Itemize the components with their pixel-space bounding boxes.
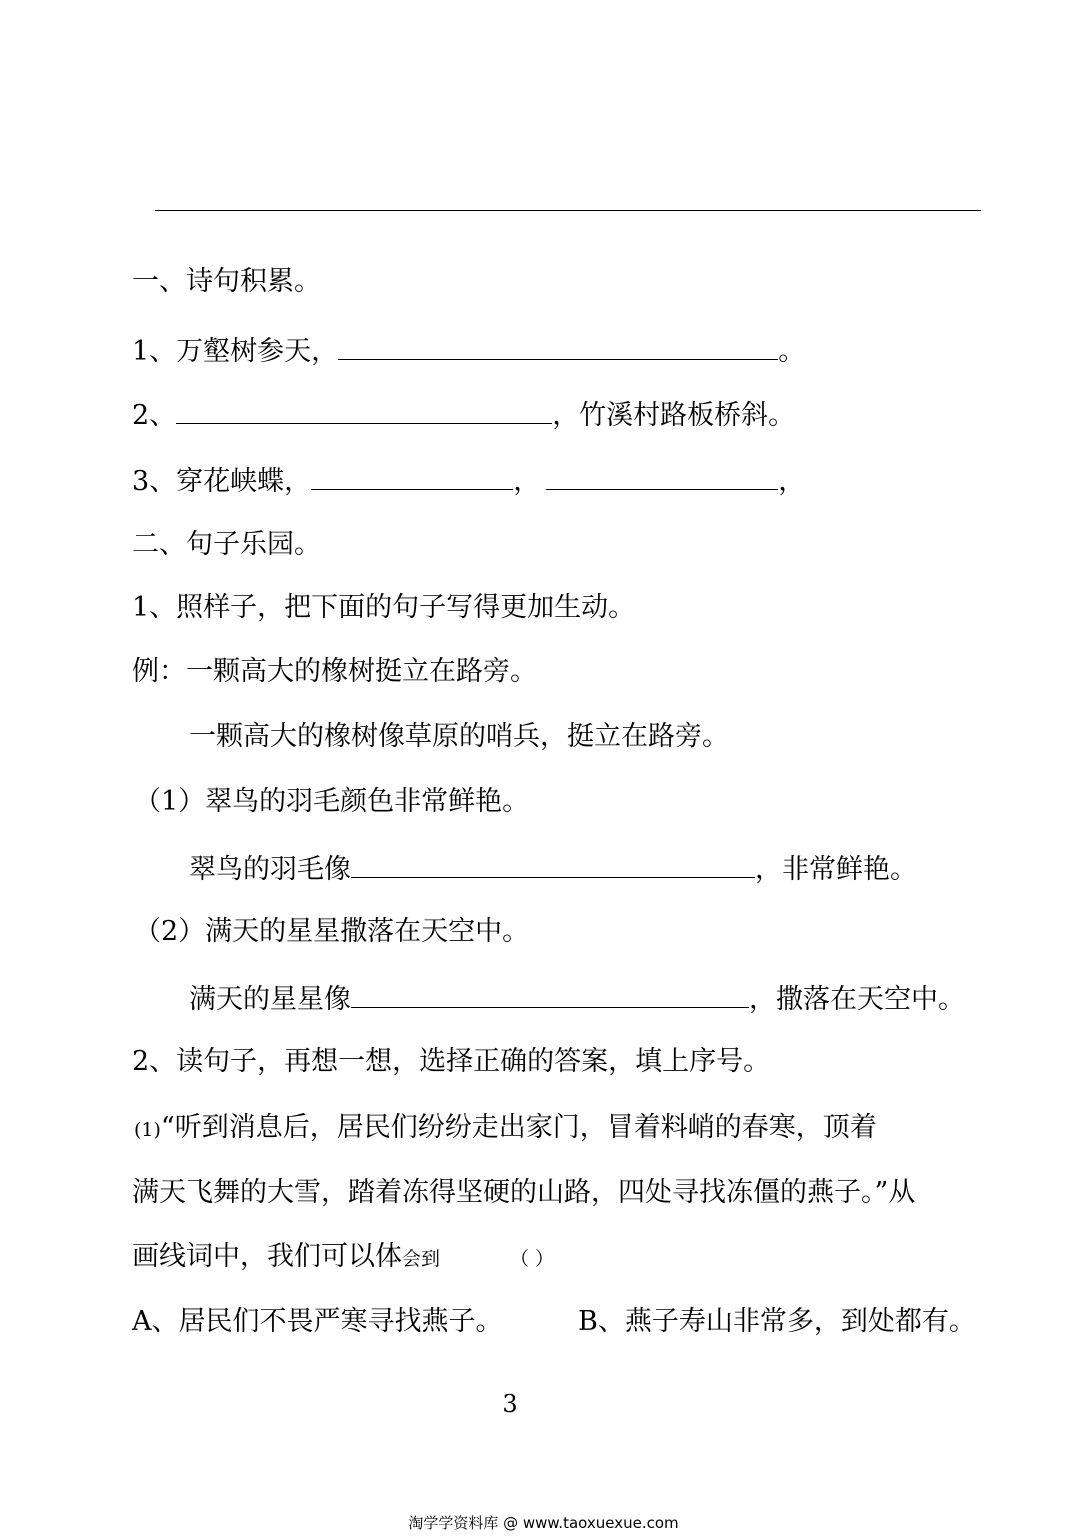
question-1-3	[132, 463, 805, 499]
item-1-suffix: ，非常鲜艳。	[755, 854, 917, 885]
q2-line-1-text: “听到消息后，居民们纷纷走出家门，冒着料峭的春寒，顶着	[160, 1112, 877, 1143]
question-2-1-title: 1、照样子，把下面的句子写得更加生动。	[132, 592, 636, 623]
item-2: （2）满天的星星撒落在天空中。	[134, 916, 530, 947]
answer-blank[interactable]	[351, 851, 755, 878]
question-1-2	[132, 397, 795, 433]
option-a: A、居民们不畏严寒寻找燕子。	[132, 1306, 503, 1337]
example-answer: 一颗高大的橡树像草原的哨兵，挺立在路旁。	[189, 721, 729, 752]
item-1: （1）翠鸟的羽毛颜色非常鲜艳。	[134, 786, 530, 817]
question-2-2-title: 2、读句子，再想一想，选择正确的答案，填上序号。	[132, 1046, 771, 1077]
answer-blank[interactable]	[176, 397, 552, 424]
answer-blank[interactable]	[338, 333, 778, 360]
q2-passage-line-2: 满天飞舞的大雪，踏着冻得坚硬的山路，四处寻找冻僵的燕子。”从	[132, 1177, 916, 1208]
item-2-suffix: ，撒落在天空中。	[749, 984, 965, 1015]
item-1-prefix: 翠鸟的羽毛像	[189, 854, 351, 885]
item-2-answer	[189, 981, 965, 1017]
example-sentence: 例：一颗高大的橡树挺立在路旁。	[132, 656, 537, 687]
q3-prefix: 3、穿花峡蝶，	[132, 466, 312, 497]
answer-blank[interactable]	[546, 463, 778, 490]
q2-line-3-small: 会到	[402, 1248, 441, 1270]
option-b: B、燕子寿山非常多，到处都有。	[578, 1306, 976, 1337]
answer-parentheses[interactable]: （ ）	[510, 1248, 555, 1270]
answer-blank[interactable]	[311, 463, 513, 490]
q2-passage-line-3	[132, 1240, 554, 1276]
section-2-title: 二、句子乐园。	[132, 529, 321, 560]
q3-mid: ，	[513, 466, 541, 497]
answer-blank[interactable]	[351, 981, 749, 1008]
q2-item-number: (1)	[134, 1119, 161, 1141]
watermark: 淘学学资料库 @ www.taoxuexue.com	[408, 1514, 679, 1532]
q2-suffix: ，竹溪村路板桥斜。	[552, 400, 796, 431]
q1-prefix: 1、万壑树参天，	[132, 336, 339, 367]
item-2-prefix: 满天的星星像	[189, 984, 351, 1015]
q2-prefix: 2、	[132, 400, 177, 431]
section-1-title: 一、诗句积累。	[132, 266, 321, 297]
item-1-answer	[189, 851, 917, 887]
page-number: 3	[502, 1390, 518, 1418]
q2-passage-line-1	[134, 1111, 877, 1147]
question-1-1	[132, 333, 805, 369]
q2-line-3-text: 画线词中，我们可以体	[132, 1241, 402, 1272]
q1-suffix: 。	[778, 336, 806, 367]
q3-suffix: ，	[778, 466, 806, 497]
header-rule	[155, 210, 981, 211]
